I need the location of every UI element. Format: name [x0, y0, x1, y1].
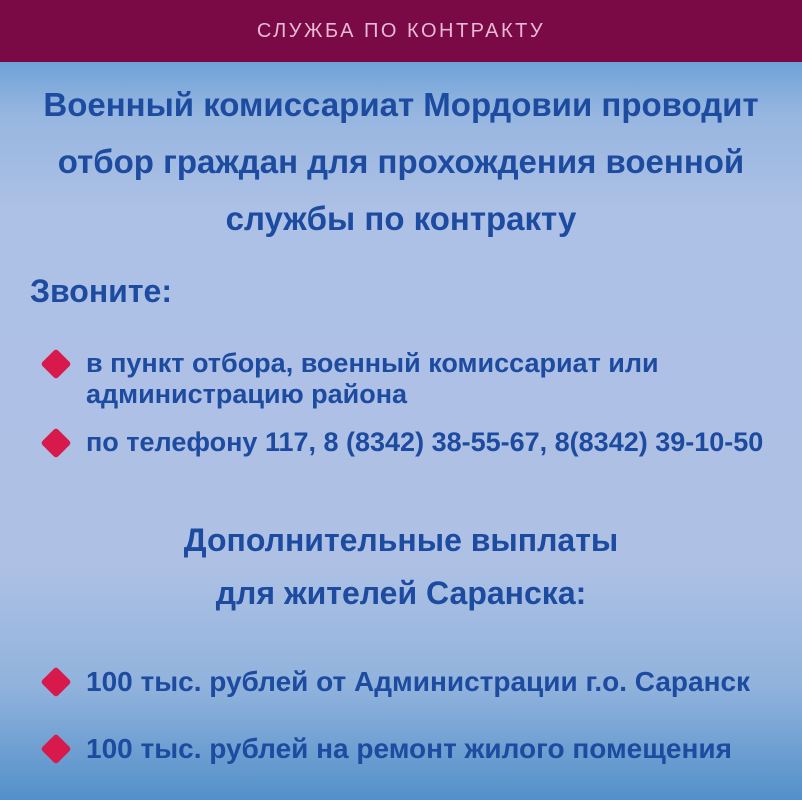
bullet-text-line: в пункт отбора, военный комиссариат или — [86, 348, 659, 378]
bullet-marker — [32, 732, 80, 760]
diamond-bullet-icon — [40, 666, 71, 697]
header-ribbon — [0, 0, 802, 62]
list-item — [0, 665, 802, 698]
diamond-bullet-icon — [40, 733, 71, 764]
payments-heading-line: для жителей Саранска: — [215, 575, 587, 611]
payments-bullet-list — [0, 665, 802, 765]
list-item — [0, 427, 802, 458]
bullet-text — [80, 427, 763, 458]
bullet-text-line: по телефону 117, 8 (8342) 38-55-67, 8(8342) 39-10-50 — [86, 427, 764, 457]
diamond-bullet-icon — [40, 348, 71, 379]
intro-heading-line: Военный комиссариат Мордовии проводит — [43, 86, 759, 123]
intro-heading — [0, 76, 802, 247]
bullet-text — [80, 732, 732, 765]
bullet-text-line: администрацию района — [86, 379, 408, 409]
list-item — [0, 732, 802, 765]
diamond-bullet-icon — [40, 427, 71, 458]
bullet-text-line: 100 тыс. рублей от Администрации г.о. Саранск — [86, 666, 751, 697]
bullet-marker — [32, 665, 80, 693]
bullet-marker — [32, 427, 80, 454]
call-bullet-list — [0, 348, 802, 458]
bullet-text-line: 100 тыс. рублей на ремонт жилого помещения — [86, 733, 732, 764]
list-item — [0, 348, 802, 410]
bullet-marker — [32, 348, 80, 375]
payments-heading-line: Дополнительные выплаты — [183, 522, 619, 558]
bullet-text — [80, 665, 750, 698]
call-section-label: Звоните: — [30, 273, 172, 309]
intro-heading-line: отбор граждан для прохождения военной — [57, 143, 745, 180]
bullet-text — [80, 348, 659, 410]
header-title: СЛУЖБА ПО КОНТРАКТУ — [256, 19, 546, 42]
poster-body — [0, 62, 802, 800]
intro-heading-line: службы по контракту — [225, 200, 577, 237]
payments-section-heading — [0, 514, 802, 620]
